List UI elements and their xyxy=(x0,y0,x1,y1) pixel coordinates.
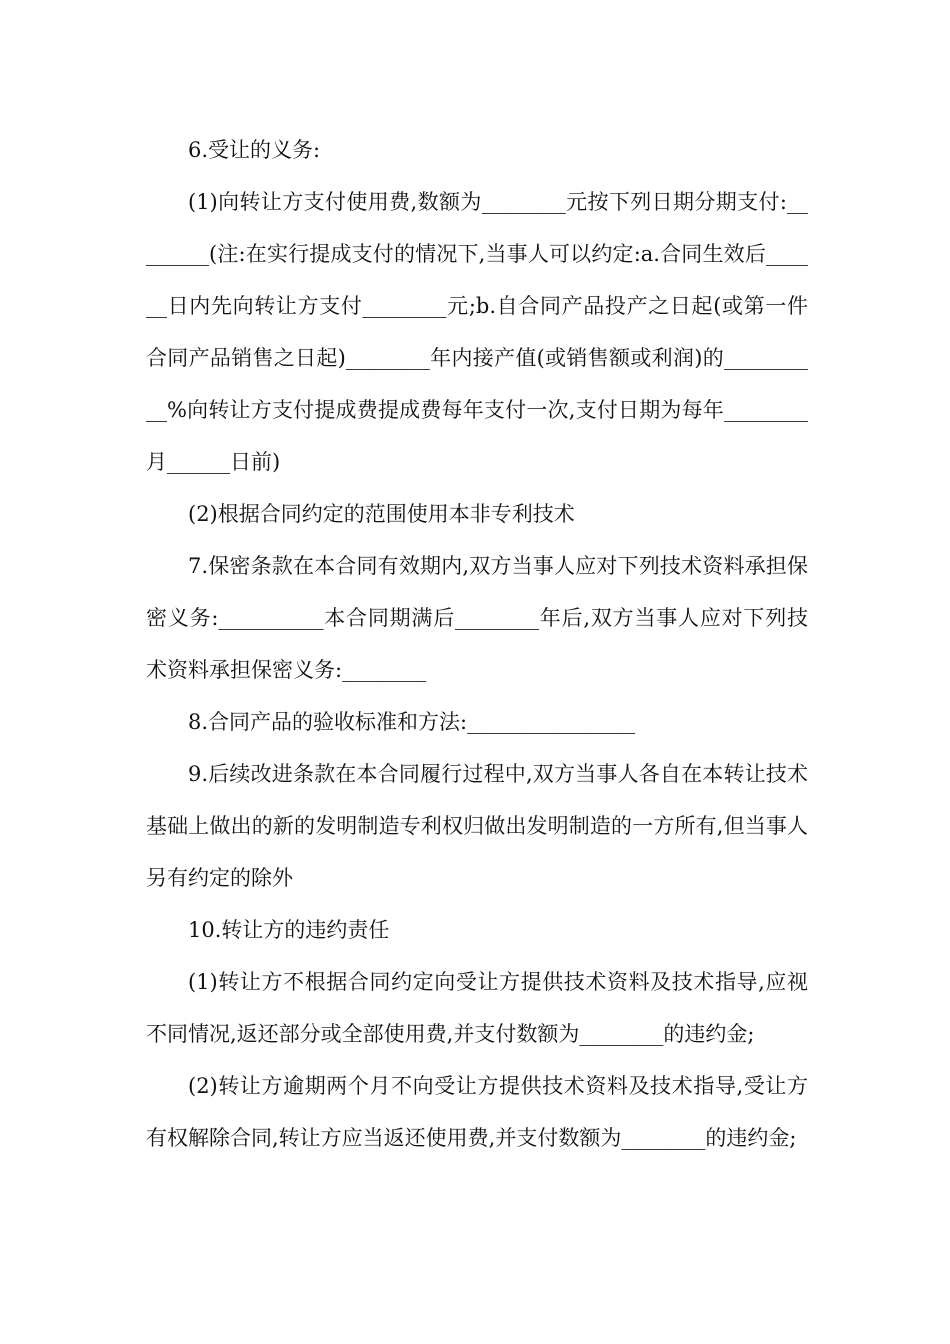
paragraph-6-2: (2)根据合同约定的范围使用本非专利技术 xyxy=(188,502,575,526)
paragraph-10-2: (2)转让方逾期两个月不向受让方提供技术资料及技术指导,受让方有权解除合同,转让方应当返还使用费,并支付数额为________的违约金; xyxy=(146,1074,808,1150)
paragraph-9: 9.后续改进条款在本合同履行过程中,双方当事人各自在本转让技术基础上做出的新的发明制造专利权归做出发明制造的一方所有,但当事人另有约定的除外 xyxy=(146,762,808,890)
document-page xyxy=(146,124,808,1164)
paragraph-6-heading: 6.受让的义务: xyxy=(188,138,321,162)
paragraph-6-1: (1)向转让方支付使用费,数额为________元按下列日期分期支付:________(注:在实行提成支付的情况下,当事人可以约定:a.合同生效后______日内先向转让方支付________元;b.自合同产品投产之日起(或第一件合同产品销售之日起)________年内接产值(或销售额或利润)的__________%向转让方支付提成费提成费每年支付一次,支付日期为每年________月______日前) xyxy=(146,190,808,474)
paragraph-8: 8.合同产品的验收标准和方法:________________ xyxy=(188,710,636,734)
paragraph-10-1: (1)转让方不根据合同约定向受让方提供技术资料及技术指导,应视不同情况,返还部分或全部使用费,并支付数额为________的违约金; xyxy=(146,970,808,1046)
paragraph-10-heading: 10.转让方的违约责任 xyxy=(188,918,390,942)
paragraph-7: 7.保密条款在本合同有效期内,双方当事人应对下列技术资料承担保密义务:__________本合同期满后________年后,双方当事人应对下列技术资料承担保密义务:________ xyxy=(146,554,808,682)
